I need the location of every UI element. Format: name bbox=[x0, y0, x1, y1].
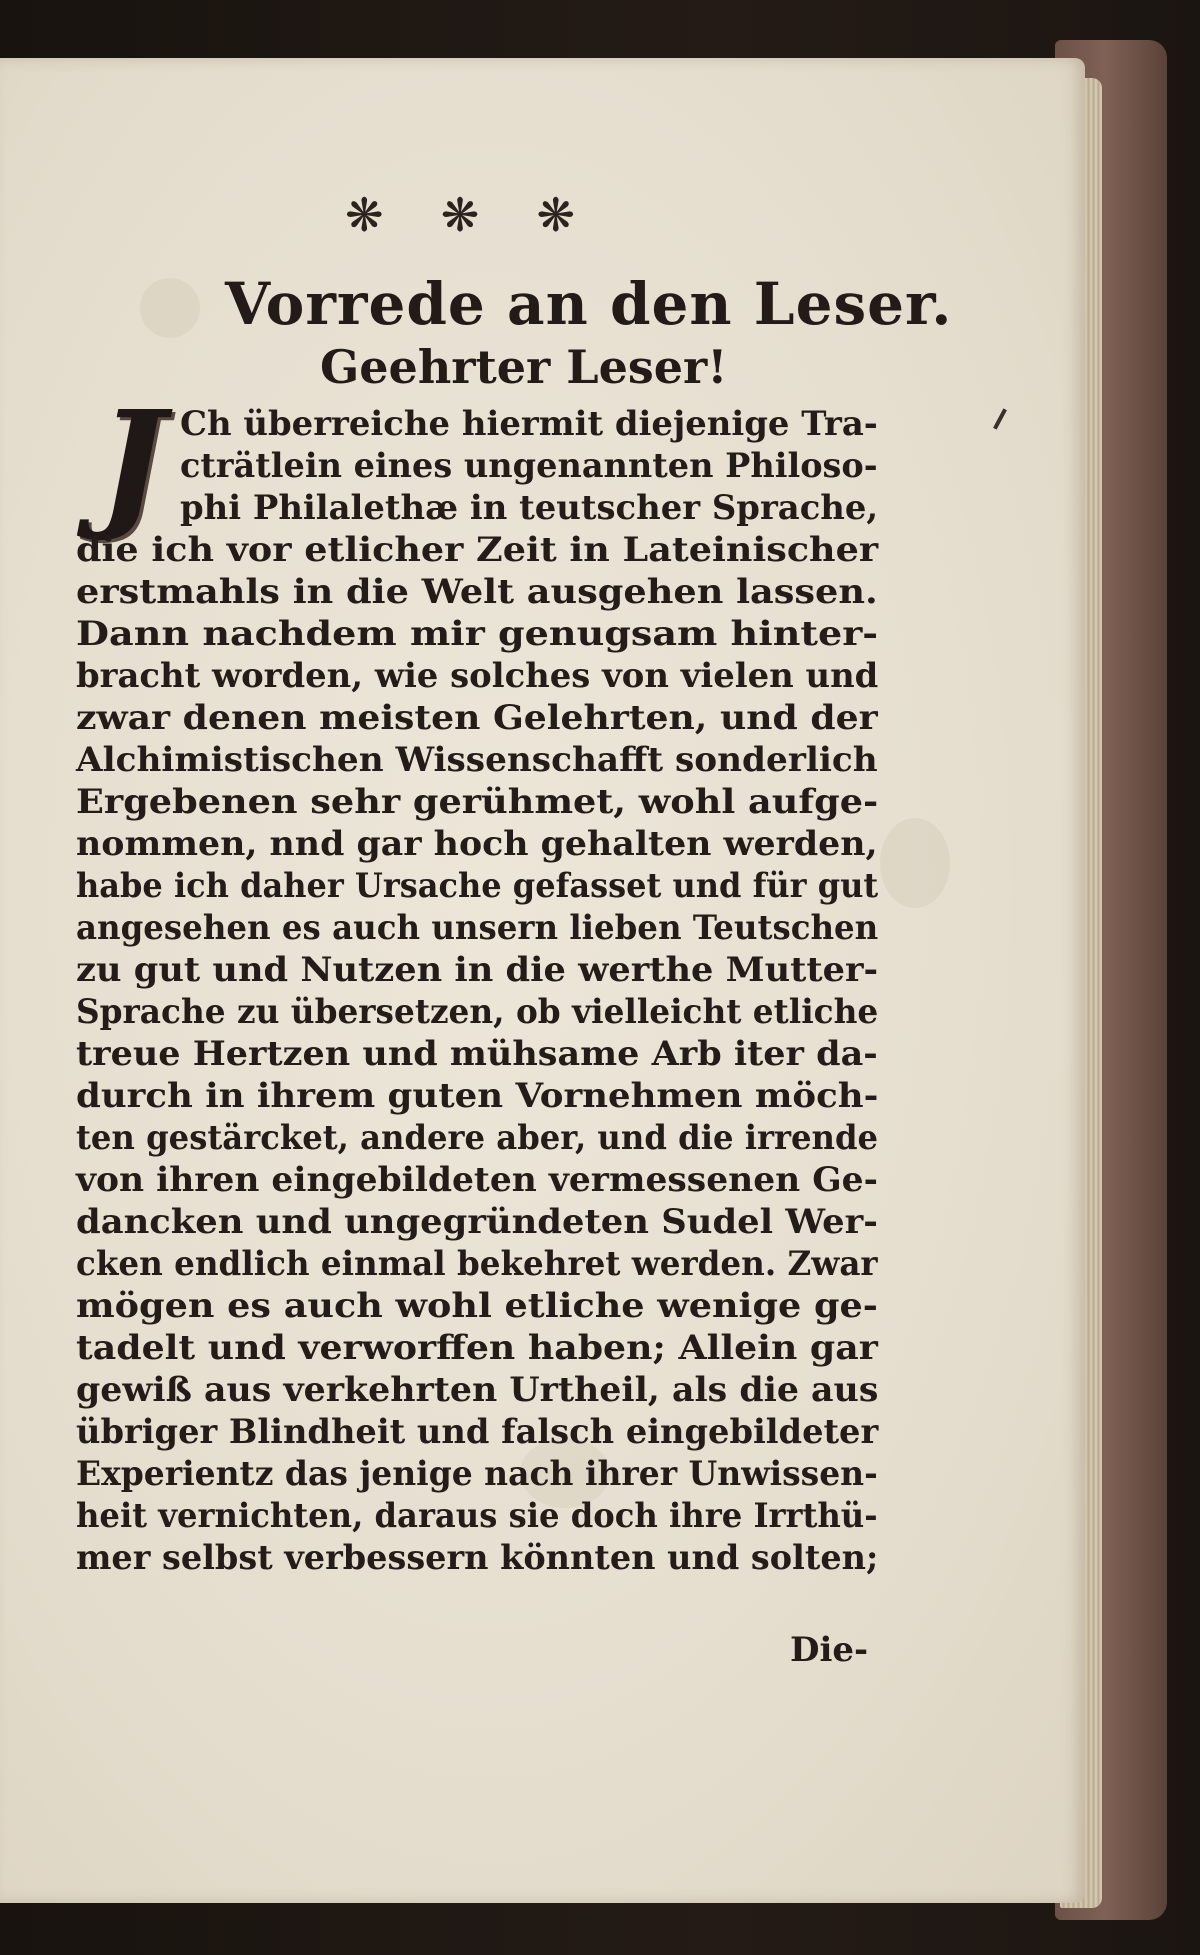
salutation: Geehrter Leser! bbox=[320, 340, 728, 394]
page-title: Vorrede an den Leser. bbox=[225, 270, 953, 338]
text-line: zu gut und Nutzen in die werthe Mutter- bbox=[76, 950, 879, 990]
text-line: mer selbst verbessern könnten und solten; bbox=[76, 1538, 879, 1578]
text-line: gewiß aus verkehrten Urtheil, als die aus bbox=[76, 1370, 879, 1410]
text-line: Alchimistischen Wissenschafft sonderlich bbox=[76, 740, 878, 780]
fleuron-icon: ❋ bbox=[440, 188, 480, 242]
text-line: die ich vor etlicher Zeit in Lateinischer bbox=[76, 530, 879, 570]
text-line: durch in ihrem guten Vornehmen möch- bbox=[76, 1076, 879, 1116]
text-line: heit vernichten, daraus sie doch ihre Irrthü- bbox=[76, 1496, 878, 1536]
fleuron-icon: ❋ bbox=[345, 188, 384, 242]
text-line: übriger Blindheit und falsch eingebildeter bbox=[76, 1412, 879, 1452]
text-line: tadelt und verworffen haben; Allein gar bbox=[76, 1328, 878, 1368]
fleuron-icon: ❋ bbox=[536, 188, 575, 242]
text-line: Ch überreiche hiermit diejenige Tra- bbox=[180, 404, 878, 444]
text-line: angesehen es auch unsern lieben Teutschen bbox=[76, 908, 879, 948]
text-line: phi Philalethæ in teutscher Sprache, bbox=[180, 488, 879, 528]
text-line: treue Hertzen und mühsame Arb iter da- bbox=[76, 1034, 878, 1074]
text-line: cken endlich einmal bekehret werden. Zwar bbox=[76, 1244, 878, 1284]
text-line: ten gestärcket, andere aber, und die irrende bbox=[76, 1118, 879, 1158]
text-line: bracht worden, wie solches von vielen und bbox=[76, 656, 879, 696]
text-line: mögen es auch wohl etliche wenige ge- bbox=[76, 1286, 878, 1326]
catchword: Die- bbox=[790, 1630, 869, 1670]
text-line: nommen, nnd gar hoch gehalten werden, bbox=[76, 824, 878, 864]
text-line: dancken und ungegründeten Sudel Wer- bbox=[76, 1202, 878, 1242]
text-line: zwar denen meisten Gelehrten, und der bbox=[76, 698, 878, 738]
text-line: cträtlein eines ungenannten Philoso- bbox=[180, 446, 878, 486]
drop-cap: J bbox=[98, 381, 166, 545]
text-line: habe ich daher Ursache gefasset und für gut bbox=[76, 866, 879, 906]
text-line: von ihren eingebildeten vermessenen Ge- bbox=[76, 1160, 878, 1200]
text-line: Sprache zu übersetzen, ob vielleicht etliche bbox=[76, 992, 879, 1032]
paper-stain bbox=[140, 278, 200, 338]
text-line: Ergebenen sehr gerühmet, wohl aufge- bbox=[76, 782, 879, 822]
ornament-row bbox=[345, 188, 575, 242]
text-line: Experientz das jenige nach ihrer Unwissen- bbox=[76, 1454, 878, 1494]
text-line: erstmahls in die Welt ausgehen lassen. bbox=[76, 572, 878, 612]
paper-stain bbox=[880, 818, 950, 908]
text-line: Dann nachdem mir genugsam hinter- bbox=[76, 614, 879, 654]
